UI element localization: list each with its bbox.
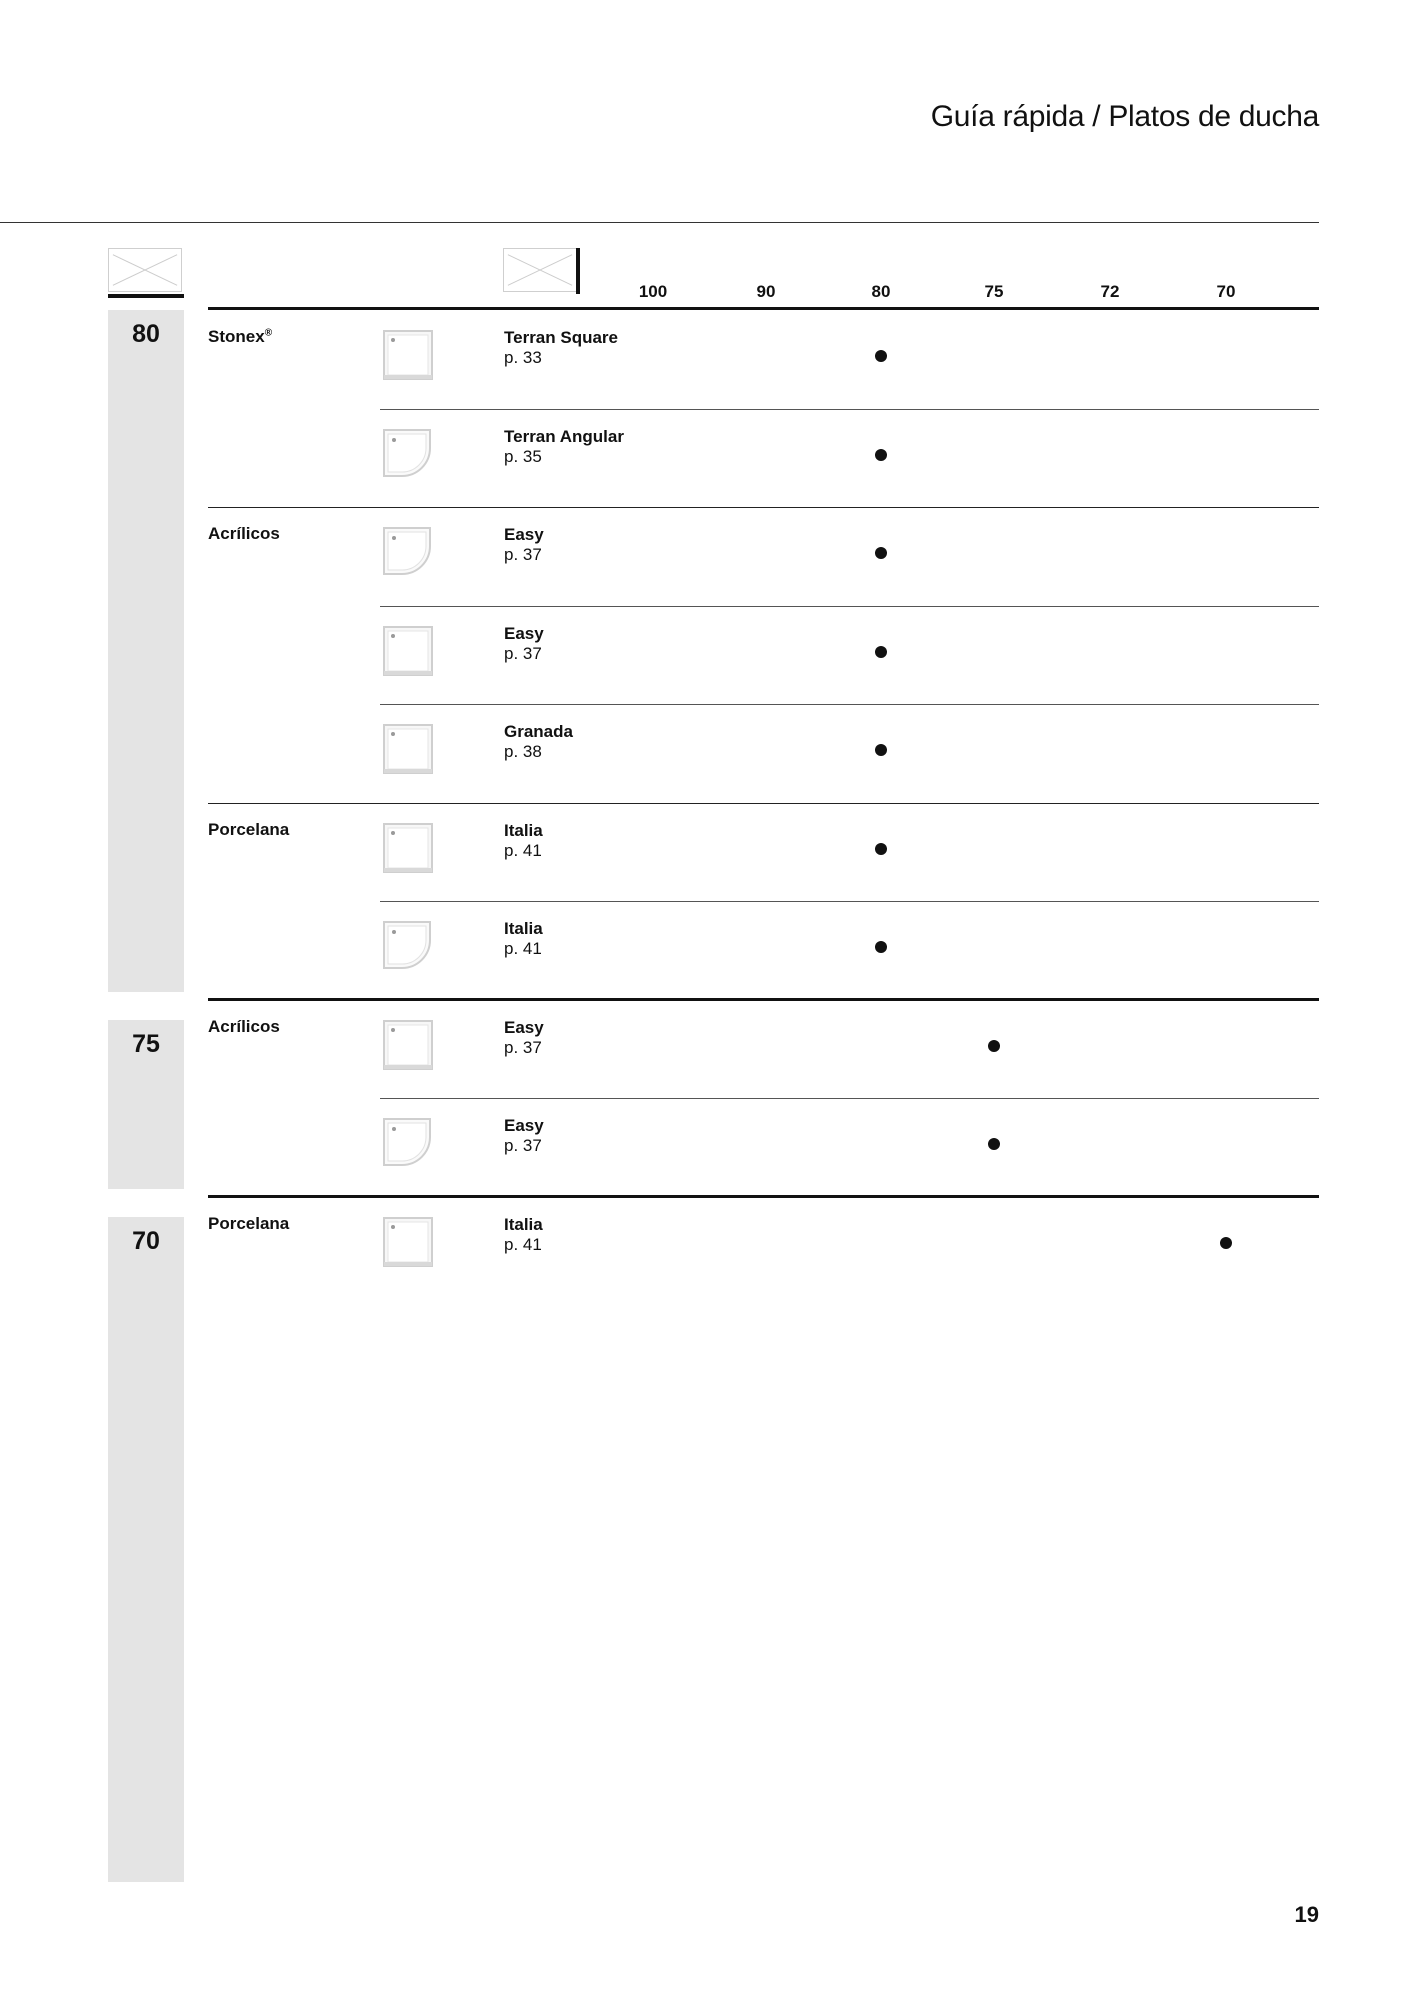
angular-tray-icon — [380, 1115, 436, 1171]
category-label — [208, 1017, 280, 1037]
availability-dot — [875, 350, 887, 362]
column-label-100: 100 — [638, 282, 668, 301]
row-divider — [380, 901, 1319, 902]
availability-dot — [875, 547, 887, 559]
product-name[interactable]: Italia — [504, 919, 543, 938]
product-page-ref[interactable]: p. 41 — [504, 939, 542, 958]
square-tray-icon — [380, 327, 436, 383]
availability-dot — [875, 744, 887, 756]
header-rule — [208, 307, 1319, 310]
product-page-ref[interactable]: p. 37 — [504, 1136, 542, 1155]
category-label — [208, 1214, 289, 1234]
product-page-ref[interactable]: p. 35 — [504, 446, 542, 466]
product-name[interactable]: Terran Angular — [504, 426, 624, 446]
category-name: Acrílicos — [208, 524, 280, 543]
row-divider — [380, 409, 1319, 410]
category-name: Acrílicos — [208, 1016, 280, 1036]
product-name[interactable]: Easy — [504, 1116, 544, 1135]
row-divider — [380, 606, 1319, 607]
title-divider — [0, 222, 1319, 223]
size-label: 80 — [132, 320, 160, 348]
size-label: 70 — [132, 1226, 160, 1255]
product-page-ref[interactable]: p. 37 — [504, 643, 542, 663]
column-label-72: 72 — [1100, 282, 1120, 301]
product-page-ref[interactable]: p. 38 — [504, 742, 542, 761]
availability-dot — [875, 941, 887, 953]
category-label — [208, 327, 272, 347]
availability-dot — [988, 1040, 1000, 1052]
row-divider — [380, 1098, 1319, 1099]
angular-tray-icon — [380, 426, 436, 482]
header-marker-bar — [576, 248, 580, 294]
page-title: Guía rápida / Platos de ducha — [930, 100, 1319, 133]
size-panel — [108, 310, 184, 992]
category-label — [208, 820, 289, 840]
category-label — [208, 524, 280, 544]
registered-mark: ® — [264, 327, 273, 339]
group-divider — [208, 507, 1319, 508]
product-name[interactable]: Granada — [504, 722, 573, 741]
column-label-80: 80 — [871, 282, 891, 301]
square-tray-icon — [380, 820, 436, 876]
category-name: Porcelana — [208, 1213, 290, 1233]
availability-dot — [875, 449, 887, 461]
row-divider — [380, 704, 1319, 705]
product-page-ref[interactable]: p. 41 — [504, 1234, 542, 1254]
angular-tray-icon — [380, 918, 436, 974]
product-name[interactable]: Terran Square — [504, 328, 619, 347]
product-name[interactable]: Italia — [504, 1214, 543, 1234]
column-label-90: 90 — [756, 282, 776, 301]
product-page-ref[interactable]: p. 37 — [504, 1037, 542, 1057]
size-panel — [108, 1217, 184, 1883]
square-tray-icon — [380, 623, 436, 679]
availability-dot — [875, 646, 887, 658]
product-page-ref[interactable]: p. 37 — [504, 545, 542, 564]
category-name: Porcelana — [208, 819, 290, 839]
section-divider — [208, 1195, 1319, 1198]
product-name[interactable]: Italia — [504, 820, 543, 840]
size-label: 75 — [132, 1029, 160, 1058]
availability-dot — [875, 843, 887, 855]
angular-tray-icon — [380, 524, 436, 580]
column-label-75: 75 — [984, 282, 1004, 301]
square-tray-icon — [380, 1214, 436, 1270]
section-divider — [208, 998, 1319, 1001]
page-number: 19 — [1294, 1902, 1319, 1927]
square-tray-icon — [380, 721, 436, 777]
column-label-70: 70 — [1216, 282, 1236, 301]
product-page-ref[interactable]: p. 41 — [504, 840, 542, 860]
group-divider — [208, 803, 1319, 804]
placeholder-image-icon — [108, 248, 182, 292]
category-name: Stonex — [208, 327, 265, 346]
placeholder-image-icon — [503, 248, 577, 292]
square-tray-icon — [380, 1017, 436, 1073]
size-column-marker — [108, 294, 184, 298]
product-name[interactable]: Easy — [504, 623, 544, 643]
product-name[interactable]: Easy — [504, 1017, 544, 1037]
availability-dot — [1220, 1237, 1232, 1249]
availability-dot — [988, 1138, 1000, 1150]
product-page-ref[interactable]: p. 33 — [504, 348, 542, 367]
product-name[interactable]: Easy — [504, 525, 544, 544]
